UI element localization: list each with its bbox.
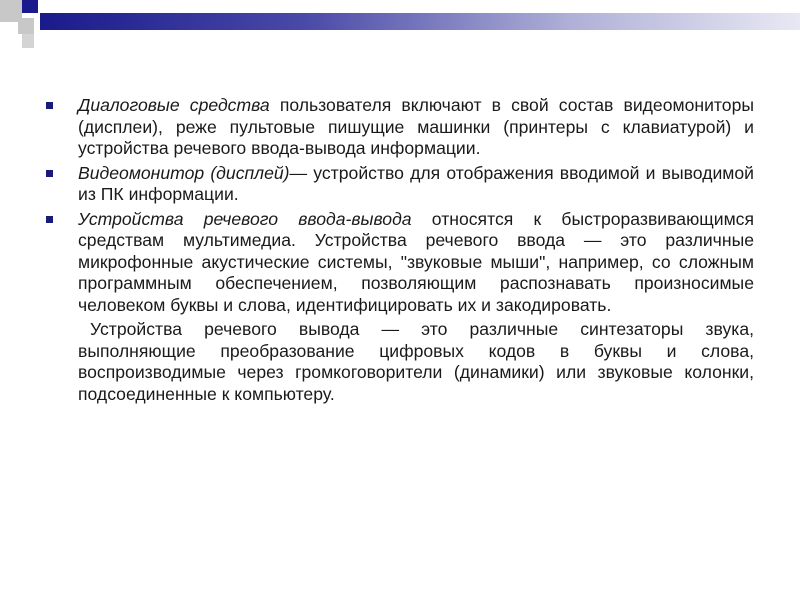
bullet-text: относятся к быстроразвивающимся средствам мультимедиа. Устройства речевого ввода — это различные микрофонные акустические системы, "звуковые мыши", например, со сложным программным обеспечением, позволяющим распознавать произносимые человеком буквы и слова, идентифицировать их и закодировать.: [78, 208, 754, 315]
square-bullet-icon: [46, 216, 53, 223]
bullet-term: Видеомонитор (дисплей): [78, 162, 290, 183]
deco-square-gray-3: [22, 34, 34, 48]
deco-square-navy: [22, 0, 38, 13]
bullet-item: [46, 95, 754, 160]
bullet-text: пользователя включают в свой состав видеомониторы (дисплеи), реже пультовые пишущие машинки (принтеры с клавиатурой) и устройства речевого ввода-вывода информации.: [78, 95, 754, 158]
header-gradient-bar: [40, 13, 800, 30]
square-bullet-icon: [46, 102, 53, 109]
deco-square-gray-2: [18, 18, 34, 34]
body-paragraph: Устройства речевого вывода — это различные синтезаторы звука, выполняющие преобразование цифровых кодов в буквы и слова, воспроизводимые через громкоговорители (динамики) или звуковые колонки, подсоединенные к компьютеру.: [78, 319, 754, 404]
bullet-term: Устройства речевого ввода-вывода: [78, 208, 412, 229]
slide-body: [46, 95, 754, 405]
bullet-term: Диалоговые средства: [78, 95, 270, 115]
bullet-text: — устройство для отображения вводимой и выводимой из ПК информации.: [78, 162, 754, 204]
square-bullet-icon: [46, 170, 53, 177]
bullet-item: [46, 209, 754, 317]
bullet-item: [46, 163, 754, 206]
